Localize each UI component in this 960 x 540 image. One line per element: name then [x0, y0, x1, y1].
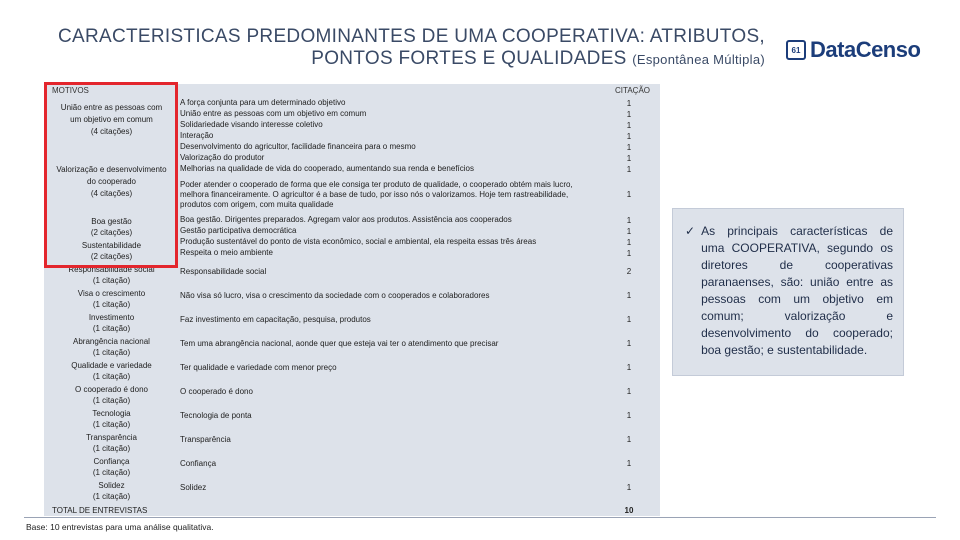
title-suffix: (Espontânea Múltipla): [632, 52, 765, 67]
table-row-count: 1: [626, 215, 632, 225]
table-row-text: Gestão participativa democrática: [180, 226, 297, 235]
motive-group: Responsabilidade social (1 citação): [68, 265, 155, 285]
summary-callout: [672, 208, 904, 376]
motive-group: União entre as pessoas com um objetivo em comum (4 citações): [60, 103, 163, 136]
title-line-1: CARACTERISTICAS PREDOMINANTES DE UMA COOPERATIVA: ATRIBUTOS,: [57, 26, 765, 47]
motive-group: Visa o crescimento (1 citação): [77, 289, 146, 309]
page-title: [58, 26, 765, 71]
motive-group: Transparência (1 citação): [86, 433, 137, 453]
title-line-2: PONTOS FORTES E QUALIDADES (Espontânea Múltipla): [311, 48, 765, 69]
table-row-text: Solidariedade visando interesse coletivo: [180, 120, 323, 129]
motive-group: Confiança (1 citação): [92, 457, 131, 477]
motive-group: Valorização e desenvolvimento do cooperado (4 citações): [56, 165, 167, 198]
table-row-text: O cooperado é dono: [180, 387, 253, 396]
table-row-text: Faz investimento em capacitação, pesquisa, produtos: [180, 315, 371, 324]
table-row-text: Responsabilidade social: [180, 267, 267, 276]
table-row-count: 1: [626, 98, 632, 108]
table-row-count: 1: [626, 142, 632, 152]
table-row-count: 1: [626, 131, 632, 141]
table-row-text: Boa gestão. Dirigentes preparados. Agregam valor aos produtos. Assistência aos cooperados: [180, 215, 512, 224]
table-row-count: 1: [626, 339, 632, 348]
table-row-count: 1: [626, 387, 632, 396]
motive-group: Qualidade e variedade (1 citação): [71, 361, 152, 381]
total-label: TOTAL DE ENTREVISTAS: [52, 506, 148, 515]
motive-group: O cooperado é dono (1 citação): [75, 385, 148, 405]
table-row-text: Melhorias na qualidade de vida do cooperado, aumentando sua renda e benefícios: [180, 164, 474, 173]
table-row-count: 1: [626, 459, 632, 468]
header-citacao: CITAÇÃO: [615, 86, 650, 95]
motive-group: Sustentabilidade (2 citações): [81, 241, 142, 261]
table-row-count: 1: [626, 435, 632, 444]
table-row-count: 1: [626, 248, 632, 258]
table-row-count: 1: [626, 190, 632, 199]
table-row-text: Transparência: [180, 435, 231, 444]
table-row-count: 1: [626, 153, 632, 163]
footer-divider: [24, 517, 936, 518]
table-row-text: União entre as pessoas com um objetivo em comum: [180, 109, 367, 118]
logo-mark-icon: 61: [786, 40, 806, 60]
motive-group: Boa gestão (2 citações): [90, 217, 133, 237]
datacenso-logo: 61 DataCenso: [786, 36, 926, 64]
header-motivos: MOTIVOS: [52, 86, 89, 95]
callout-text: As principais características de uma COOPERATIVA, segundo os diretores de cooperativas paranaenses, são: união entre as pessoas com um objetivo em comum; valorização e desenvolvimento do cooperado; boa gestão; e sustentabilidade.: [701, 224, 893, 357]
table-row-text: Produção sustentável do ponto de vista econômico, social e ambiental, ela respeita essas três áreas: [180, 237, 537, 246]
motive-group: Investimento (1 citação): [88, 313, 135, 333]
motive-group: Abrangência nacional (1 citação): [73, 337, 150, 357]
table-row-text: Poder atender o cooperado de forma que ele consiga ter produto de qualidade, o cooperado obtém mais lucro, melhora financeiramente. O agricultor é a base de tudo, por isso nós o valorizamos. Hoje tem rastreabilidade, produtos com origem, com muita qualidade: [180, 180, 573, 209]
table-row-text: Respeita o meio ambiente: [180, 248, 273, 257]
table-row-count: 1: [626, 291, 632, 300]
highlight-box: [44, 82, 178, 268]
table-row-count: 1: [626, 363, 632, 372]
table-row-text: Solidez: [180, 483, 207, 492]
table-row-count: 1: [626, 315, 632, 324]
table-row-count: 1: [626, 109, 632, 119]
table-row-text: Valorização do produtor: [180, 153, 265, 162]
table-row-count: 1: [626, 226, 632, 236]
motive-group: Tecnologia (1 citação): [92, 409, 131, 429]
table-row-count: 1: [626, 120, 632, 130]
motive-group: Solidez (1 citação): [92, 481, 131, 501]
table-row-count: 1: [626, 237, 632, 247]
total-value: 10: [624, 506, 634, 515]
table-row-text: Interação: [180, 131, 214, 140]
base-note: Base: 10 entrevistas para uma análise qualitativa.: [26, 522, 214, 532]
table-row-text: Tecnologia de ponta: [180, 411, 252, 420]
table-row-count: 1: [626, 411, 632, 420]
table-row-text: Confiança: [180, 459, 217, 468]
table-row-count: 2: [626, 267, 632, 276]
table-row-text: Não visa só lucro, visa o crescimento da sociedade com o cooperados e colaboradores: [180, 291, 490, 300]
check-icon: ✓: [685, 224, 696, 238]
table-row-count: 1: [626, 483, 632, 492]
table-row-text: A força conjunta para um determinado objetivo: [180, 98, 346, 107]
table-row-text: Ter qualidade e variedade com menor preço: [180, 363, 337, 372]
table-row-text: Desenvolvimento do agricultor, facilidade financeira para o mesmo: [180, 142, 416, 151]
table-row-text: Tem uma abrangência nacional, aonde quer que esteja vai ter o atendimento que precisar: [180, 339, 499, 348]
table-row-count: 1: [626, 164, 632, 174]
